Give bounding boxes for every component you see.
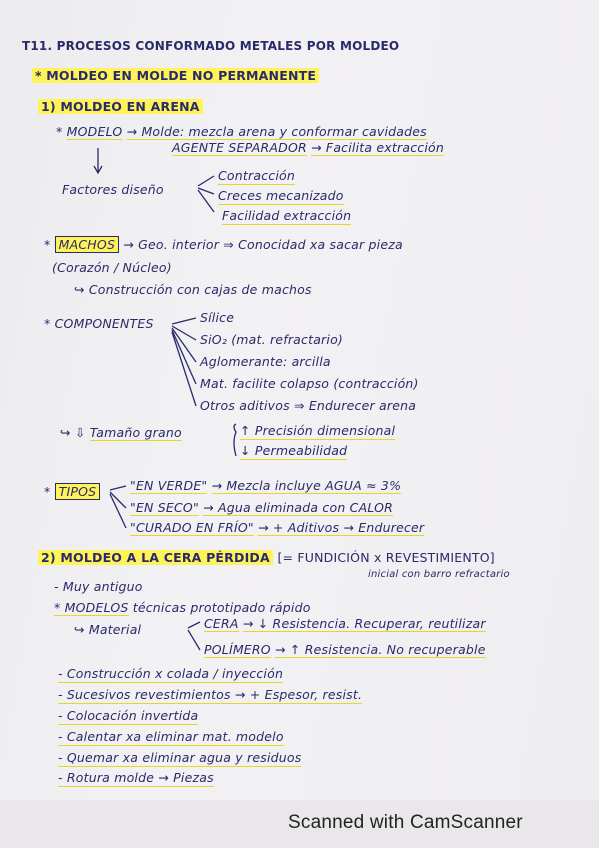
step-item: - Quemar xa eliminar agua y residuos [58,750,302,765]
subsection-2-heading: 2) MOLDEO A LA CERA PÉRDIDA [= FUNDICIÓN x REVESTIMIENTO] [38,550,495,566]
tamano-item: ↓ Permeabilidad [240,443,348,458]
modelos-line: * MODELOS técnicas prototipado rápido [54,600,311,615]
step-item: - Rotura molde → Piezas [58,770,214,785]
componente-item: Sílice [200,310,235,325]
material-branch-2 [188,630,200,650]
tipos-label: * TIPOS [44,484,100,500]
componente-item: Mat. facilite colapso (contracción) [200,376,419,391]
modelo-label: MODELO [66,124,123,139]
componente-item: Aglomerante: arcilla [200,354,331,369]
step-item: - Calentar xa eliminar mat. modelo [58,729,284,744]
subsection-2-bracket: [= FUNDICIÓN x REVESTIMIENTO] [277,550,495,565]
tamano-item: ↑ Precisión dimensional [240,423,396,438]
comp-branch-5 [172,332,196,406]
factor-item: Creces mecanizado [218,188,344,203]
comp-branch-1 [172,318,196,324]
tamano-label: Tamaño grano [89,425,182,440]
factores-branch-1 [198,176,214,186]
antiguo-line: - Muy antiguo [54,579,143,594]
material-item: CERA → ↓ Resistencia. Recuperar, reutilizar [204,616,486,631]
step-item: - Construcción x colada / inyección [58,666,284,681]
subsection-1-heading: 1) MOLDEO EN ARENA [38,99,203,115]
tipo-item: "EN VERDE" → Mezcla incluye AGUA ≈ 3% [130,478,402,493]
machos-line: * MACHOS → Geo. interior ⇒ Conocidad xa sacar pieza [44,237,403,252]
factor-item: Contracción [218,168,295,183]
tamano-brace [234,424,236,456]
material-item: POLÍMERO → ↑ Resistencia. No recuperable [204,642,486,657]
factores-label: Factores diseño [62,182,164,197]
componente-item: SiO₂ (mat. refractario) [200,332,343,347]
componentes-label: * COMPONENTES [44,316,154,331]
agente-label: AGENTE SEPARADOR [172,140,307,155]
section-1-heading: * MOLDEO EN MOLDE NO PERMANENTE [32,68,319,84]
page-title: T11. PROCESOS CONFORMADO METALES POR MOLDEO [22,39,400,53]
machos-sub: (Corazón / Núcleo) [52,260,172,275]
step-item: - Colocación invertida [58,708,199,723]
modelo-line: * MODELO → Molde: mezcla arena y conformar cavidades [56,124,427,139]
tipos-branch-1 [110,486,126,490]
machos-label: MACHOS [55,236,119,253]
subsection-2-note: inicial con barro refractario [368,569,510,580]
scanner-watermark: Scanned with CamScanner [288,812,523,833]
step-item: - Sucesivos revestimientos → + Espesor, resist. [58,687,363,702]
material-branch-1 [188,622,200,628]
material-label: ↪ Material [74,622,142,637]
agente-line: AGENTE SEPARADOR → Facilita extracción [172,140,444,155]
tipo-item: "CURADO EN FRÍO" → + Aditivos → Endurecer [130,520,425,535]
tipo-item: "EN SECO" → Agua eliminada con CALOR [130,500,394,515]
modelos-label: * MODELOS [54,600,129,615]
factor-item: Facilidad extracción [222,208,352,223]
machos-construccion: ↪ Construcción con cajas de machos [74,282,312,297]
tamano-line: ↪ ⇩ Tamaño grano [60,425,182,440]
componente-item: Otros aditivos ⇒ Endurecer arena [200,398,417,413]
